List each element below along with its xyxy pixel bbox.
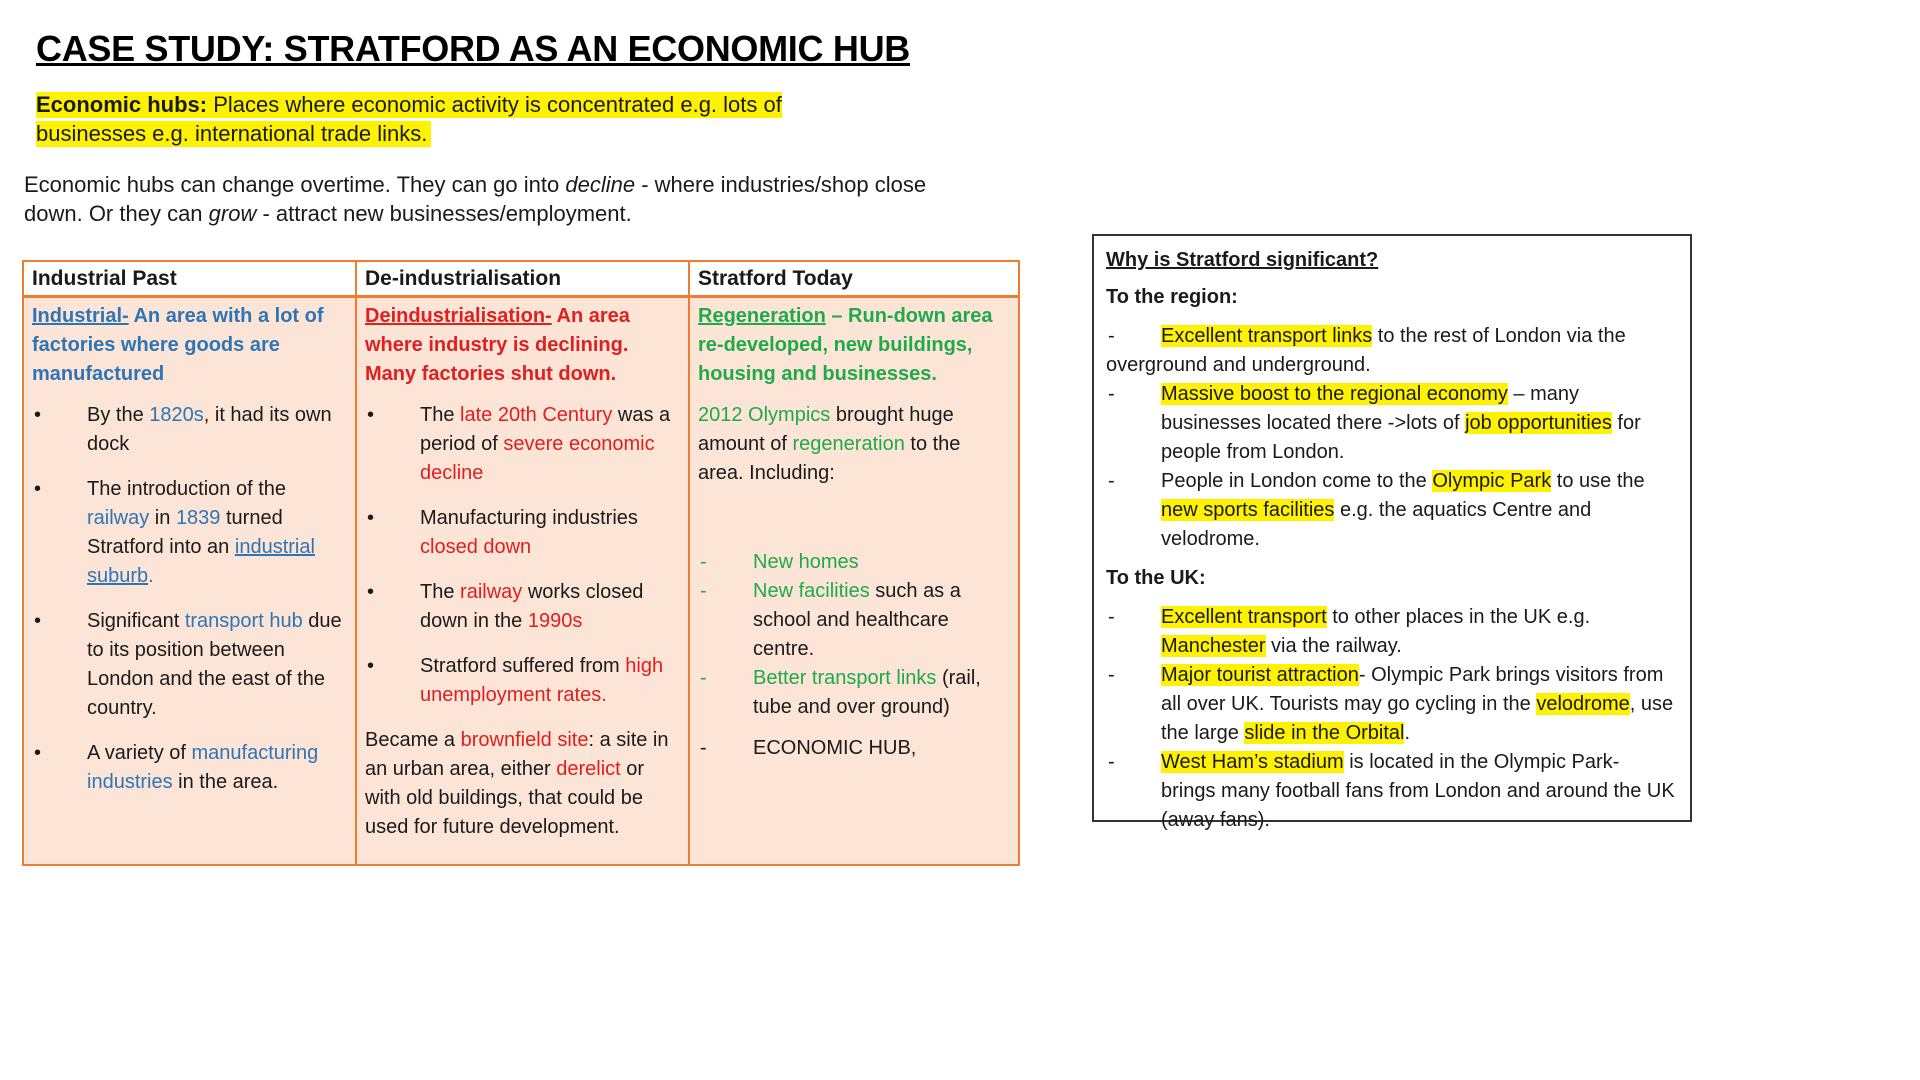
industrial-term: Industrial- [32,305,129,327]
deindustrialisation-def-text: An area where industry is declining. Many factories shut down. [365,305,630,385]
list-item: • The railway works closed down in the 1990s [365,578,680,636]
case-study-table [22,260,1020,866]
table-body-row [23,297,1019,866]
header-stratford-today: Stratford Today [689,261,1019,297]
region-heading: To the region: [1106,286,1238,308]
list-item: - Massive boost to the regional economy – many businesses located there ->lots of job opportunities for people from London. [1106,380,1678,467]
table-header-row [23,261,1019,297]
region-list [1106,322,1678,554]
list-item: - New homes [698,548,1010,577]
deindustrialisation-definition [365,302,680,389]
intro-paragraph [24,170,984,228]
list-item: - People in London come to the Olympic Park to use the new sports facilities e.g. the aquatics Centre and velodrome. [1106,467,1678,554]
olympics-paragraph: 2012 Olympics brought huge amount of regeneration to the area. Including: [698,404,961,484]
regeneration-term: Regeneration [698,305,826,327]
col-deindustrialisation [356,297,689,866]
industrial-definition [32,302,347,389]
header-deindustrialisation: De-industrialisation [356,261,689,297]
brownfield-paragraph: Became a brownfield site: a site in an urban area, either derelict or with old buildings, that could be used for future development. [365,729,669,838]
list-item: • Significant transport hub due to its position between London and the east of the country. [32,607,347,723]
list-item: • A variety of manufacturing industries in the area. [32,739,347,797]
economic-hub-list [698,734,1010,763]
hub-term: Economic hubs: [36,92,208,117]
intro-text-3: - attract new businesses/employment. [256,201,632,226]
hub-text: Places where economic activity is concentrated e.g. lots of businesses e.g. international trade links. [36,92,782,146]
deindustrialisation-term: Deindustrialisation- [365,305,552,327]
list-item: - New facilities such as a school and healthcare centre. [698,577,1010,664]
list-item: • The late 20th Century was a period of severe economic decline [365,401,680,488]
industrial-def-text: An area with a lot of factories where goods are manufactured [32,305,324,385]
list-item: - Excellent transport to other places in the UK e.g. Manchester via the railway. [1106,603,1678,661]
regeneration-definition [698,302,1010,389]
uk-list [1106,603,1678,835]
significance-box [1092,234,1692,831]
hub-definition [36,90,896,148]
col-industrial-past [23,297,356,866]
col-stratford-today [689,297,1019,866]
header-industrial-past: Industrial Past [23,261,356,297]
regeneration-def-text: – Run-down area re-developed, new buildings, housing and businesses. [698,305,993,385]
intro-text-1: Economic hubs can change overtime. They can go into [24,172,566,197]
uk-heading: To the UK: [1106,567,1206,589]
industrial-list [32,401,347,797]
list-item: - Excellent transport links to the rest of London via the overground and underground. [1106,322,1678,380]
intro-decline: decline [565,172,636,197]
regeneration-list [698,548,1010,722]
deindustrialisation-list [365,401,680,710]
list-item: - Better transport links (rail, tube and over ground) [698,664,1010,722]
list-item: - Major tourist attraction- Olympic Park brings visitors from all over UK. Tourists may go cycling in the velodrome, use the large slide in the Orbital. [1106,661,1678,748]
list-item: • The introduction of the railway in 1839 turned Stratford into an industrial suburb. [32,475,347,591]
box-heading: Why is Stratford significant? [1106,249,1379,271]
list-item: - ECONOMIC HUB, [698,734,1010,763]
list-item: • Manufacturing industries closed down [365,504,680,562]
page-title: CASE STUDY: STRATFORD AS AN ECONOMIC HUB [36,28,910,69]
intro-grow: grow [208,201,257,226]
intro-text-2: - where industries/shop close down. Or they can [24,172,927,226]
list-item: - West Ham’s stadium is located in the Olympic Park- brings many football fans from London and around the UK (away fans). [1106,748,1678,835]
list-item: • By the 1820s, it had its own dock [32,401,347,459]
list-item: • Stratford suffered from high unemployment rates. [365,652,680,710]
